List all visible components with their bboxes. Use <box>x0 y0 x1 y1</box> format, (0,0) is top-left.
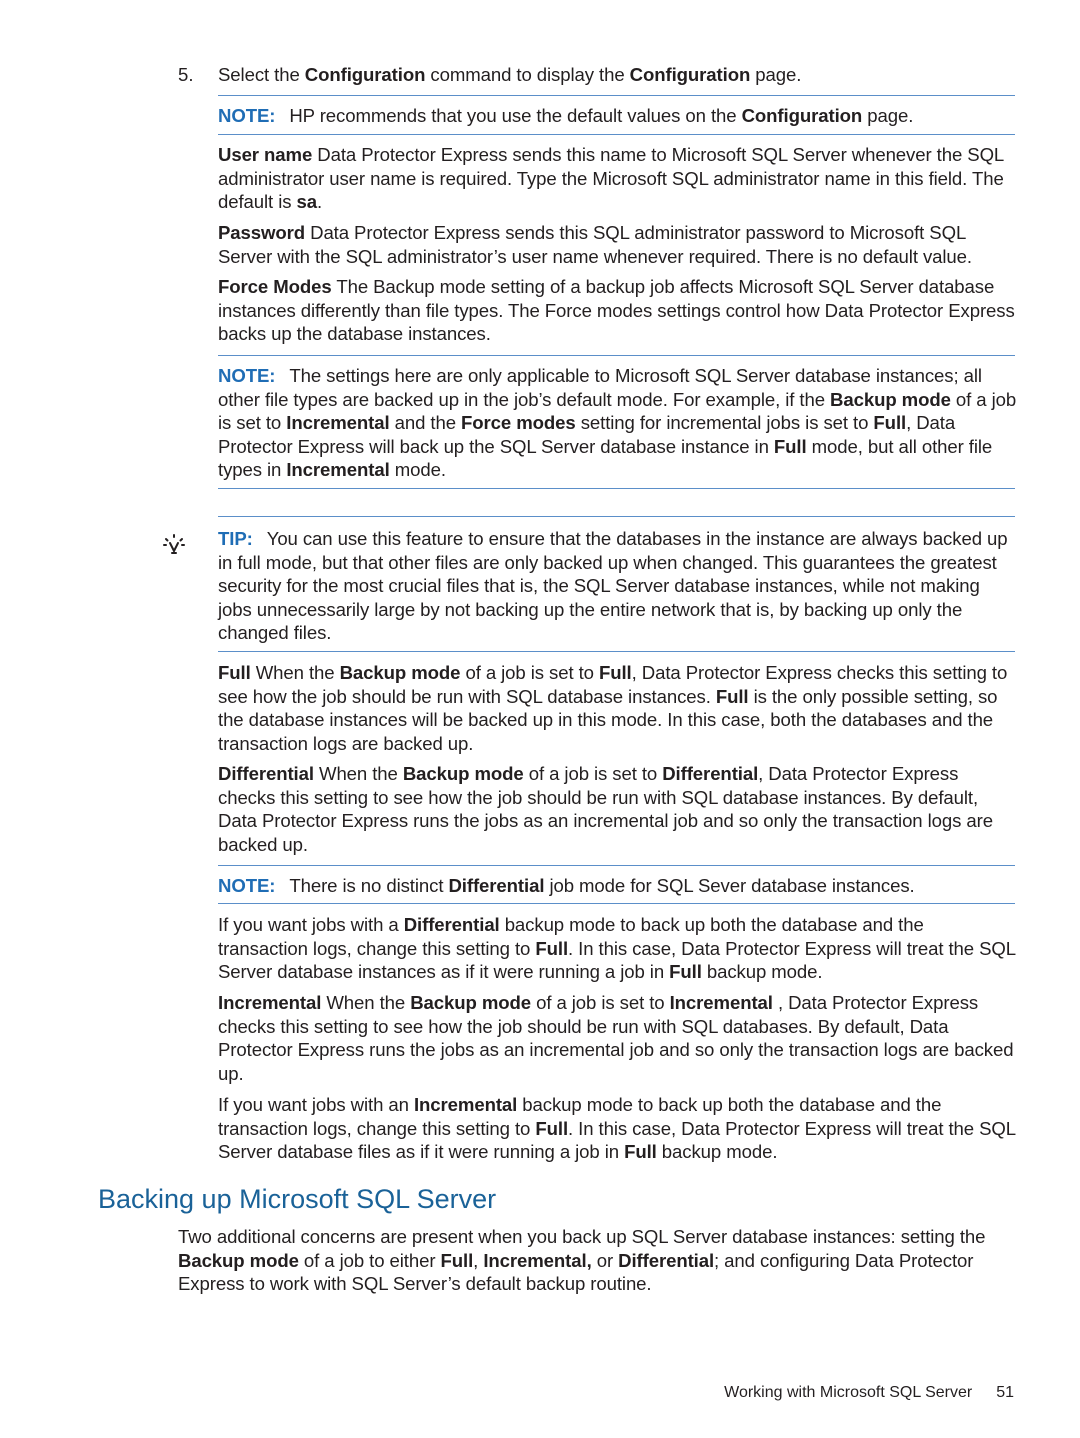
bold-term: Backup mode <box>339 662 461 683</box>
bold-term: Backup mode <box>830 388 951 410</box>
admonition-label: NOTE: <box>218 105 276 126</box>
text-run: , Data Protector Express checks this setting to see how the job should be run with SQL databases. By default, Data Protector Express runs the jobs as an incremental job and so only the transaction logs are backed up. <box>218 992 1014 1084</box>
bold-term: Full <box>624 1141 657 1163</box>
page-footer <box>724 1384 1014 1402</box>
text-run: mode. <box>389 459 446 481</box>
text-run: , <box>473 1249 484 1271</box>
bold-term: Force modes <box>461 412 576 434</box>
bold-term: Incremental <box>286 412 390 434</box>
bold-term: Differential <box>448 875 545 896</box>
text-run: backup mode. <box>656 1141 778 1163</box>
text-run: of a job is set to <box>523 763 663 784</box>
bold-term: Full <box>598 662 632 683</box>
text-run: If you want jobs with an <box>218 1094 414 1115</box>
step-number: 5. <box>178 64 194 85</box>
text-run: There is no distinct <box>289 875 449 896</box>
text-run: . <box>316 191 323 213</box>
force-modes-description <box>218 275 1018 346</box>
tip-rule <box>218 516 1015 517</box>
page-number: 51 <box>996 1384 1014 1401</box>
incremental-description <box>218 991 1018 1085</box>
text-run: When the <box>321 992 411 1013</box>
note-rule <box>218 903 1015 904</box>
step-text <box>218 63 1018 87</box>
text-run: of a job is set to <box>460 662 599 683</box>
full-description <box>218 661 1018 755</box>
note-configuration-defaults <box>218 104 1018 128</box>
differential-full-paragraph <box>218 913 1018 984</box>
text-run: of a job to either <box>298 1249 441 1271</box>
differential-description <box>218 762 1018 856</box>
text-run: When the <box>250 662 340 683</box>
bold-term: Full <box>715 685 749 707</box>
bold-term: Differential <box>218 763 314 784</box>
bold-term: Incremental <box>218 992 322 1013</box>
text-run: backup mode. <box>701 961 823 983</box>
tip-text <box>218 527 1018 645</box>
text-run: . In this case, Data Protector Express will treat the SQL Server database instances as if it were running a job in <box>218 937 1016 983</box>
section-intro <box>178 1225 1020 1296</box>
bold-term: Full <box>218 662 251 683</box>
text-run: Data Protector Express sends this name to Microsoft SQL Server whenever the SQL administrator user name is required. Type the Microsoft SQL administrator name in this field. The default is <box>218 144 1004 213</box>
text-run: job mode for SQL Sever database instances. <box>544 875 915 896</box>
note-no-differential <box>218 874 1018 898</box>
text-run: setting for incremental jobs is set to <box>575 412 874 434</box>
text-run: backup mode to back up both the database and the transaction logs, change this setting to <box>218 914 924 959</box>
note-rule <box>218 865 1015 866</box>
bold-term: Configuration <box>629 64 751 85</box>
text-run: is the only possible setting, so the database instances will be backed up in this mode. In this case, both the databases and the transaction logs are backed up. <box>218 685 998 754</box>
text-run: Data Protector Express sends this SQL administrator password to Microsoft SQL Server with the SQL administrator’s user name whenever required. There is no default value. <box>218 222 972 267</box>
footer-chapter-title: Working with Microsoft SQL Server <box>724 1384 973 1401</box>
admonition-label: TIP: <box>218 528 253 549</box>
admonition-label: NOTE: <box>218 365 276 386</box>
bold-term: Full <box>773 435 807 457</box>
text-run: The settings here are only applicable to Microsoft SQL Server database instances; all other file types are backed up in the job’s default mode. For example, if the <box>218 365 982 410</box>
text-run: You can use this feature to ensure that the databases in the instance are always backed up in full mode, but that other files are only backed up when changed. This guarantees the greatest security for the most crucial files that is, the SQL Server database instances, while not making jobs unnecessarily large by not backing up the entire network that is, by backing up only the changed files. <box>218 528 1008 644</box>
text-run: HP recommends that you use the default values on the <box>289 105 742 126</box>
bold-term: Incremental <box>286 459 390 481</box>
note-rule <box>218 134 1015 135</box>
note-rule <box>218 355 1015 356</box>
bold-term: Full <box>669 961 702 983</box>
bold-term: Backup mode <box>410 992 532 1013</box>
tip-rule <box>218 651 1015 652</box>
bold-term: Force Modes <box>218 276 332 297</box>
text-run: of a job is set to <box>218 388 1017 434</box>
note-rule <box>218 95 1015 96</box>
bold-term: Password <box>218 222 306 243</box>
bold-term: Differential <box>403 914 500 935</box>
password-description <box>218 221 1018 268</box>
bold-term: Incremental <box>669 992 773 1013</box>
text-run: or <box>591 1249 619 1271</box>
incremental-full-paragraph <box>218 1093 1018 1164</box>
text-run: The Backup mode setting of a backup job affects Microsoft SQL Server database instances differently than file types. The Force modes settings control how Data Protector Express backs up the database instances. <box>218 276 1015 345</box>
text-run: , Data Protector Express checks this setting to see how the job should be run with SQL database instances. <box>218 662 1008 707</box>
bold-term: Backup mode <box>178 1249 299 1271</box>
text-run: page. <box>750 64 802 85</box>
bold-term: User name <box>218 144 313 165</box>
bold-term: Full <box>535 1117 569 1139</box>
bold-term: Differential <box>662 763 759 784</box>
text-run: of a job is set to <box>531 992 670 1013</box>
text-run: Select the <box>218 64 305 85</box>
text-run: When the <box>313 763 403 784</box>
admonition-label: NOTE: <box>218 875 276 896</box>
bold-term: sa <box>296 191 317 213</box>
text-run: page. <box>862 105 914 126</box>
lightbulb-icon <box>162 533 186 557</box>
bold-term: Full <box>873 412 907 434</box>
section-heading: Backing up Microsoft SQL Server <box>98 1184 497 1214</box>
note-rule <box>218 488 1015 489</box>
text-run: backup mode to back up both the database and the transaction logs, change this setting to <box>218 1094 942 1139</box>
user-name-description <box>218 143 1018 214</box>
text-run: , Data Protector Express will back up the SQL Server database instance in <box>218 412 956 457</box>
text-run: mode, but all other file types in <box>218 435 993 481</box>
bold-term: Differential <box>618 1249 715 1271</box>
text-run: and the <box>389 412 461 434</box>
bold-term: Configuration <box>741 105 863 126</box>
bold-term: Full <box>440 1249 474 1271</box>
bold-term: Incremental <box>413 1094 518 1115</box>
text-run: command to display the <box>425 64 630 85</box>
bold-term: Backup mode <box>402 763 524 784</box>
note-settings-applicability <box>218 364 1018 482</box>
text-run: If you want jobs with a <box>218 914 404 935</box>
text-run: Two additional concerns are present when you back up SQL Server database instances: setting the <box>178 1226 986 1247</box>
bold-term: Full <box>535 937 569 959</box>
text-run: ; and configuring Data Protector Express to work with SQL Server’s default backup routine. <box>178 1249 974 1295</box>
bold-term: Configuration <box>304 64 426 85</box>
bold-term: Incremental, <box>483 1249 592 1271</box>
text-run: . In this case, Data Protector Express will treat the SQL Server database files as if it were running a job in <box>218 1117 1016 1163</box>
text-run: , Data Protector Express checks this setting to see how the job should be run with SQL database instances. By default, Data Protector Express runs the jobs as an incremental job and so only the transaction logs are backed up. <box>218 763 993 855</box>
